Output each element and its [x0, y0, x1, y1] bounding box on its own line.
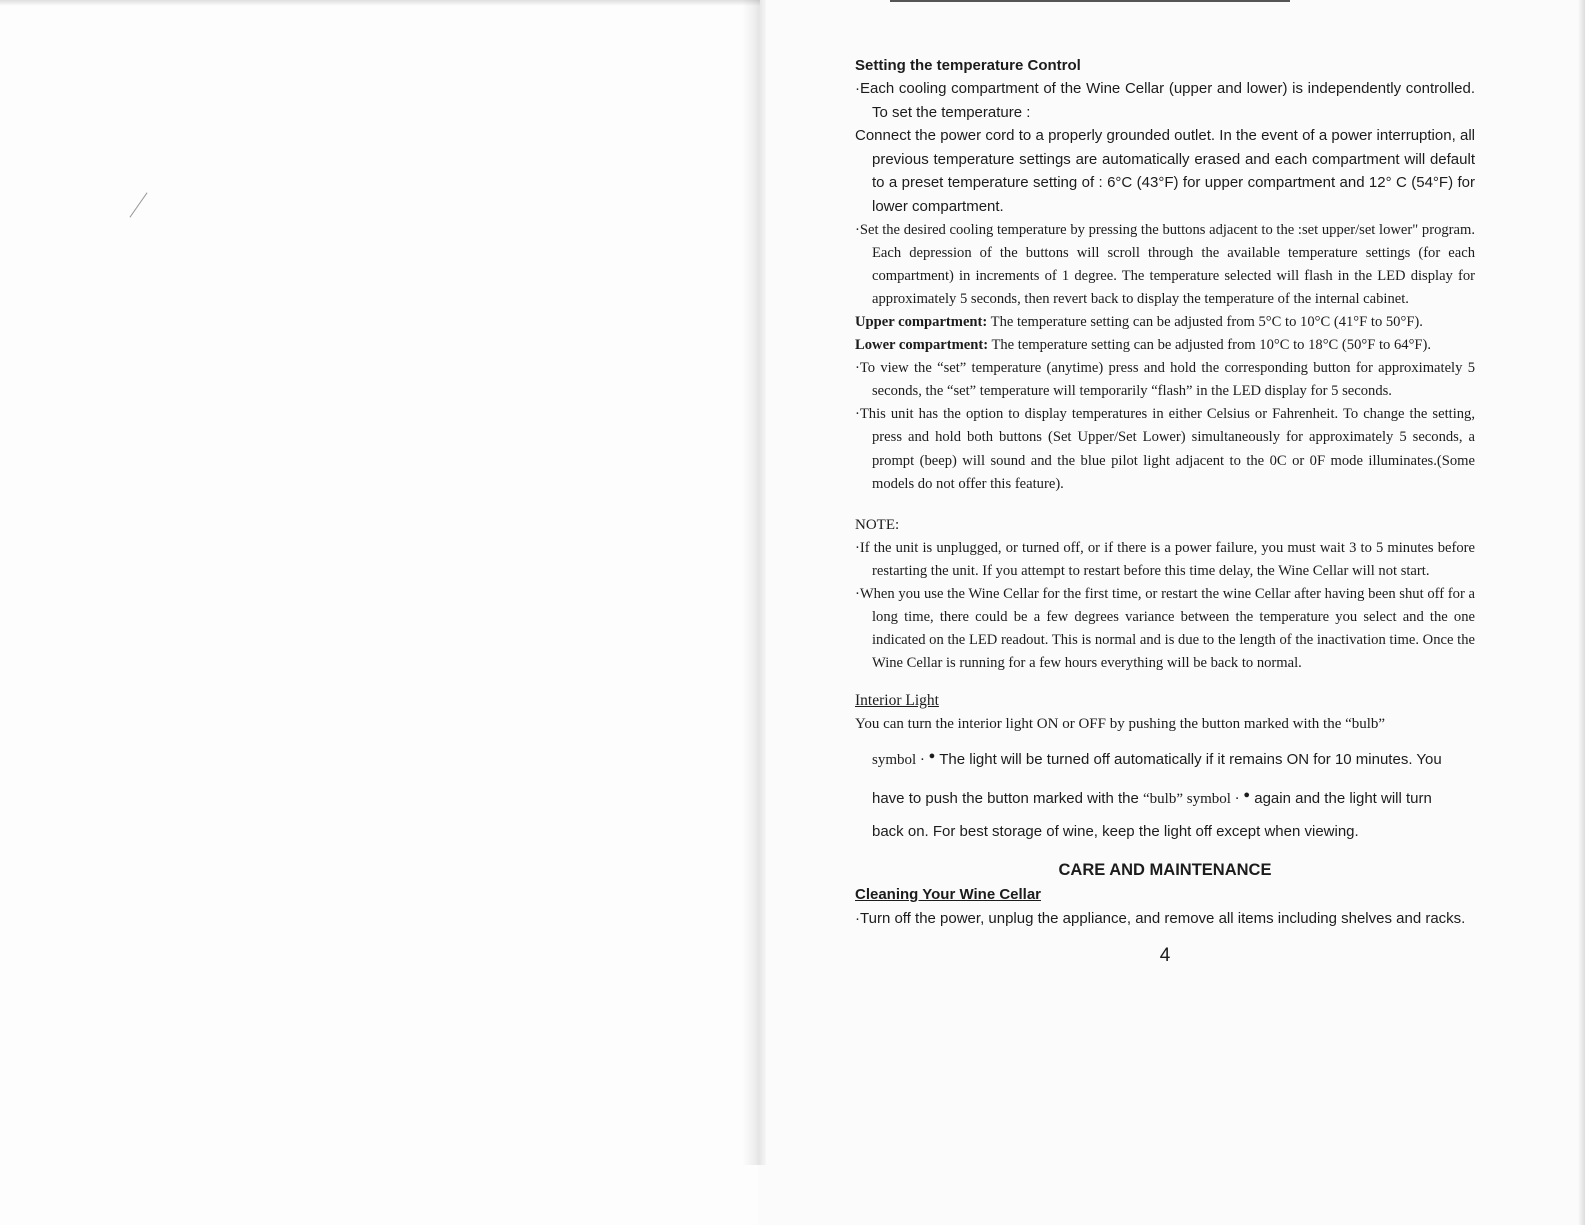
cleaning-text: ·Turn off the power, unplug the appliance, and remove all items including shelves and racks.	[855, 910, 1466, 928]
paragraph: ·This unit has the option to display temperatures in either Celsius or Fahrenheit. To change the setting, press and hold both buttons (Set Upper/Set Lower) simultaneously for approximately 5 seconds, a prompt (beep) will sound and the blue pilot light adjacent to the 0C or 0F mode illuminates.(Some models do not offer this feature).	[855, 406, 1475, 492]
text-fragment: The light will be turned off automatically if it remains ON for 10 minutes. You	[935, 751, 1442, 769]
lower-text: The temperature setting can be adjusted from 10°C to 18°C (50°F to 64°F).	[988, 337, 1432, 354]
interior-light-title: Interior Light	[855, 692, 939, 710]
note-item: ·When you use the Wine Cellar for the first time, or restart the wine Cellar after having been shut off for a long time, there could be a few degrees variance between the temperature you select and the one indicated on the LED readout. This is normal and is due to the length of the inactivation time. Once the Wine Cellar is running for a few hours everything will be back to normal.	[855, 585, 1475, 672]
page-number: 4	[1159, 944, 1171, 966]
note-item: ·If the unit is unplugged, or turned off, or if there is a power failure, you must wait 3 to 5 minutes before restarting the unit. If you attempt to restart before this time delay, the Wine Cellar will not start.	[855, 539, 1475, 579]
note-title: NOTE:	[855, 516, 900, 533]
text-fragment: again and the light will turn	[1250, 790, 1432, 808]
top-rule	[890, 0, 1290, 2]
lower-label: Lower compartment:	[855, 337, 989, 354]
right-edge-shadow	[1578, 0, 1585, 1225]
interior-light-line: You can turn the interior light ON or OFF by pushing the button marked with the “bulb”	[855, 716, 1386, 733]
text-fragment: symbol ·	[872, 752, 929, 769]
paragraph: ·To view the “set” temperature (anytime) press and hold the corresponding button for approximately 5 seconds, the “set” temperature will temporarily “flash” in the LED display for 5 seconds.	[855, 360, 1475, 400]
upper-label: Upper compartment:	[855, 313, 988, 330]
interior-light-body	[855, 712, 1475, 849]
blank-left-page	[0, 0, 758, 1225]
section-heading: Setting the temperature Control	[855, 57, 1081, 74]
paragraph: ·Set the desired cooling temperature by pressing the buttons adjacent to the :set upper/set lower" program. Each depression of the buttons will scroll through the available temperature settings (for each compartment) in increments of 1 degree. The temperature selected will flash in the LED display for approximately 5 seconds, then revert back to display the temperature of the internal cabinet.	[855, 221, 1475, 307]
scan-edge	[0, 0, 760, 6]
interior-light-line	[855, 784, 1475, 815]
paragraph: ·Each cooling compartment of the Wine Cellar (upper and lower) is independently controlled. To set the temperature :	[855, 80, 1475, 121]
interior-light-line: back on. For best storage of wine, keep the light off except when viewing.	[872, 823, 1359, 841]
bulb-icon: ●	[1243, 789, 1251, 802]
cleaning-title: Cleaning Your Wine Cellar	[855, 886, 1042, 904]
paragraph: Connect the power cord to a properly grounded outlet. In the event of a power interruption, all previous temperature settings are automatically erased and each compartment will default to a preset temperature setting of : 6°C (43°F) for upper compartment and 12° C (54°F) for lower compartment.	[855, 127, 1475, 215]
text-fragment: “bulb” symbol ·	[1143, 791, 1244, 808]
manual-page	[855, 54, 1475, 1184]
page-fold-shadow	[742, 0, 766, 1165]
lower-compartment-spec	[855, 334, 1475, 357]
upper-text: The temperature setting can be adjusted from 5°C to 10°C (41°F to 50°F).	[987, 313, 1423, 330]
upper-compartment-spec	[855, 311, 1475, 334]
text-fragment: have to push the button marked with the	[872, 790, 1144, 808]
bulb-icon: ●	[928, 750, 936, 763]
care-heading: CARE AND MAINTENANCE	[1058, 861, 1272, 880]
interior-light-line	[855, 737, 1475, 784]
